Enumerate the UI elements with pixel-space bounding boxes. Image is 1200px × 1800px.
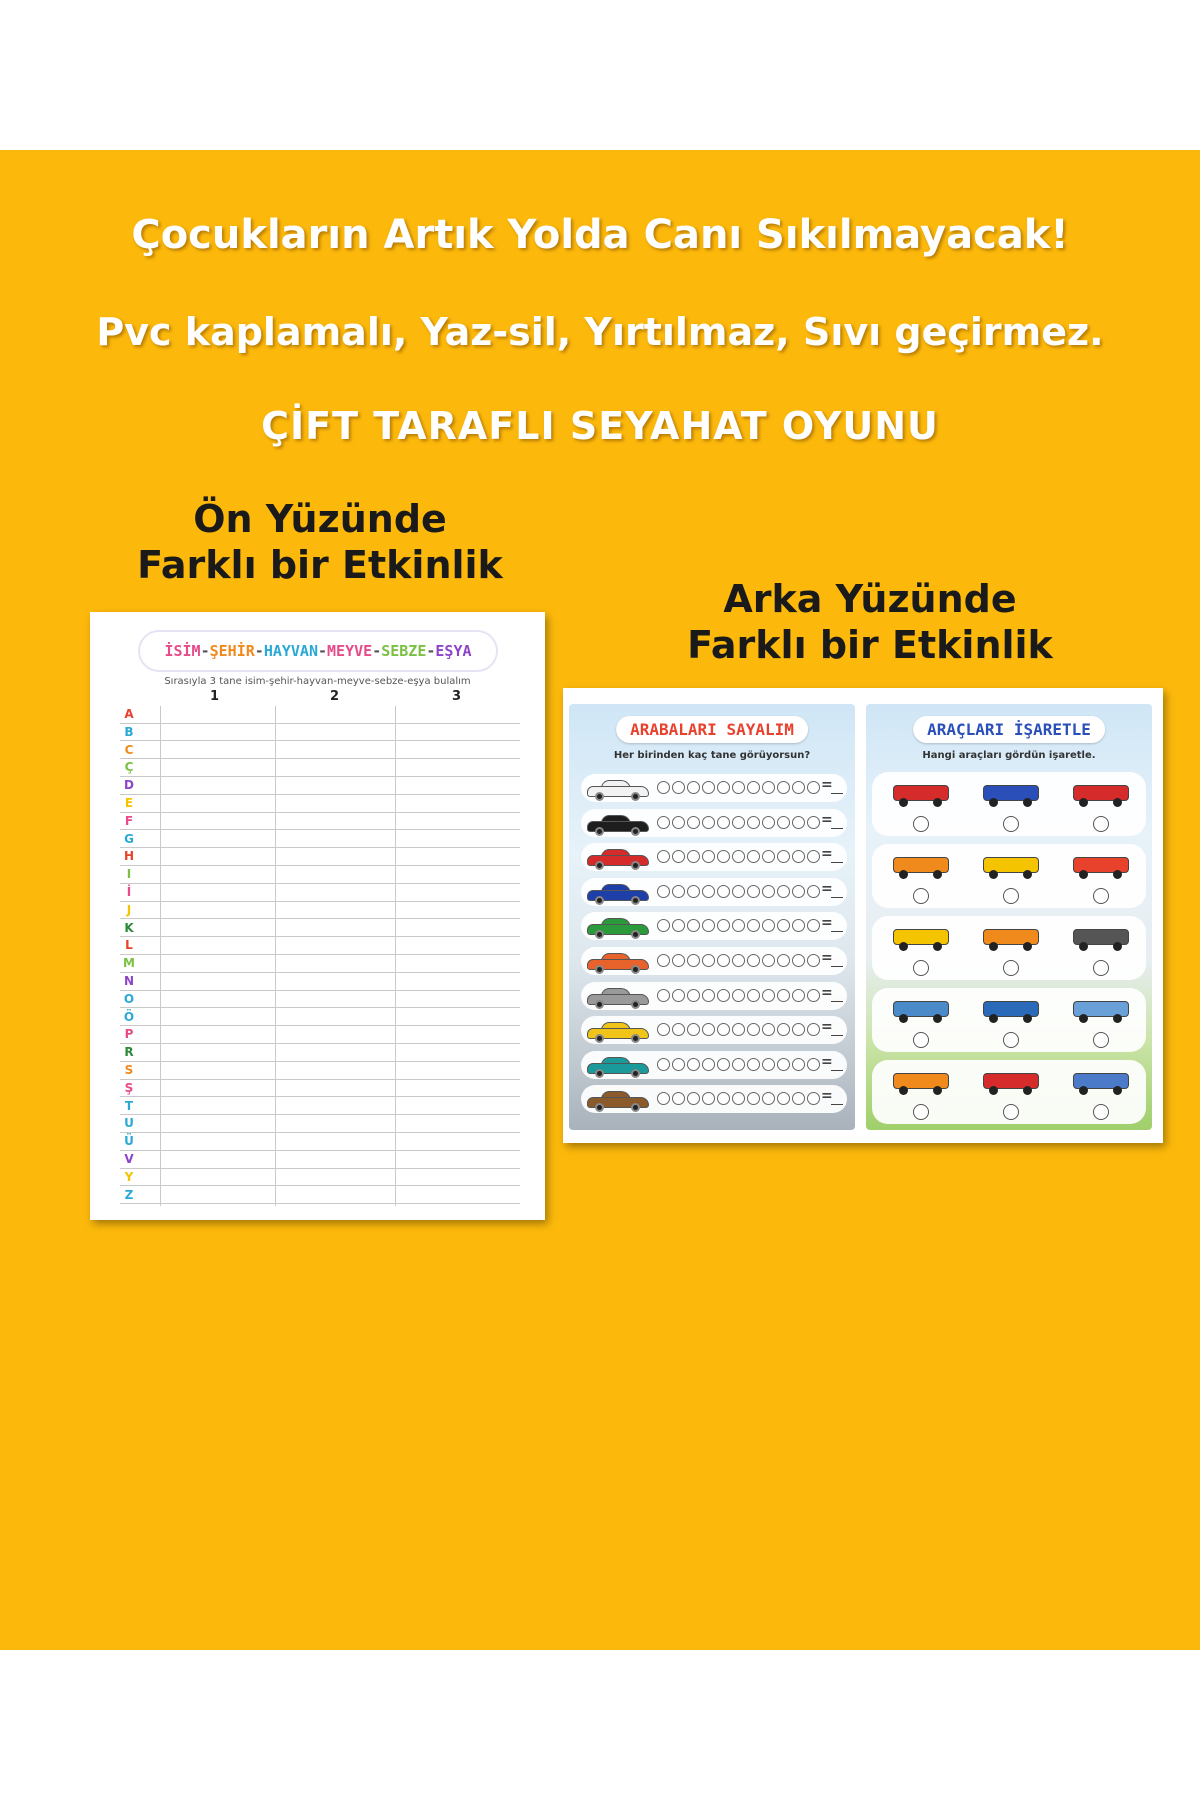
banner-word: -: [372, 642, 382, 660]
count-circle[interactable]: [657, 781, 670, 794]
car-count-row: [581, 843, 847, 871]
banner-word: SEBZE: [381, 642, 427, 660]
row-letter: J: [126, 902, 132, 917]
white-car-icon: [587, 780, 649, 798]
count-circle[interactable]: [732, 885, 745, 898]
count-circle[interactable]: [702, 1092, 715, 1105]
count-circle[interactable]: [717, 1058, 730, 1071]
count-circle[interactable]: [747, 919, 760, 932]
count-circle[interactable]: [702, 919, 715, 932]
count-circle[interactable]: [747, 1058, 760, 1071]
row-letter: Z: [124, 1187, 134, 1202]
grid-row[interactable]: [120, 813, 520, 831]
grid-divider: [275, 706, 276, 1206]
banner-word: EŞYA: [435, 642, 472, 660]
ship-icon: [886, 996, 956, 1026]
row-letter: Ç: [124, 760, 134, 775]
grid-row[interactable]: [120, 831, 520, 849]
answer-blank[interactable]: [831, 1035, 843, 1036]
count-circle[interactable]: [657, 1092, 670, 1105]
headline-boredom: Çocukların Artık Yolda Canı Sıkılmayacak!: [131, 212, 1069, 258]
count-circle[interactable]: [732, 1058, 745, 1071]
count-circle[interactable]: [792, 781, 805, 794]
banner-word: HAYVAN: [263, 642, 318, 660]
count-circle[interactable]: [807, 1092, 820, 1105]
count-circle[interactable]: [762, 1092, 775, 1105]
row-letter: H: [123, 849, 135, 864]
count-circle[interactable]: [702, 816, 715, 829]
grid-row[interactable]: [120, 795, 520, 813]
count-circle[interactable]: [807, 1058, 820, 1071]
grid-row[interactable]: [120, 902, 520, 920]
grid-row[interactable]: [120, 1044, 520, 1062]
count-circle[interactable]: [747, 1023, 760, 1036]
answer-blank[interactable]: [831, 1104, 843, 1105]
banner-word: -: [426, 642, 436, 660]
count-circle[interactable]: [777, 919, 790, 932]
count-circle[interactable]: [777, 885, 790, 898]
row-letter: R: [124, 1045, 134, 1060]
row-letter: E: [124, 796, 134, 810]
row-letter: Ö: [123, 1009, 135, 1024]
count-circle[interactable]: [807, 885, 820, 898]
grid-row[interactable]: [120, 973, 520, 991]
grid-row[interactable]: [120, 866, 520, 884]
count-circle[interactable]: [807, 989, 820, 1002]
answer-blank[interactable]: [831, 897, 843, 898]
count-circle[interactable]: [747, 850, 760, 863]
headline-features: Pvc kaplamalı, Yaz-sil, Yırtılmaz, Sıvı geçirmez.: [96, 310, 1104, 354]
count-circle[interactable]: [687, 919, 700, 932]
front-title-line2: Farklı bir Etkinlik: [137, 543, 503, 587]
count-circle[interactable]: [777, 989, 790, 1002]
count-circle[interactable]: [777, 850, 790, 863]
vehicle-checkbox[interactable]: [913, 960, 929, 976]
count-circle[interactable]: [672, 989, 685, 1002]
answer-blank[interactable]: [831, 1001, 843, 1002]
coach-bus-icon: [1066, 996, 1136, 1026]
count-circle[interactable]: [777, 816, 790, 829]
count-circle[interactable]: [687, 885, 700, 898]
count-circle[interactable]: [792, 1023, 805, 1036]
count-circle[interactable]: [777, 781, 790, 794]
count-cars-subtitle: Her birinden kaç tane görüyorsun?: [613, 750, 811, 761]
count-circle[interactable]: [717, 919, 730, 932]
front-sheet-subtitle: Sırasıyla 3 tane isim-şehir-hayvan-meyve-sebze-eşya bulalım: [164, 676, 471, 687]
answer-blank[interactable]: [831, 828, 843, 829]
equals-sign: =: [821, 846, 833, 863]
count-circle[interactable]: [657, 850, 670, 863]
grid-row[interactable]: [120, 1009, 520, 1027]
count-circle[interactable]: [702, 885, 715, 898]
count-circle[interactable]: [717, 816, 730, 829]
row-letter: G: [124, 831, 134, 846]
equals-sign: =: [821, 1019, 833, 1036]
grid-row[interactable]: [120, 777, 520, 795]
answer-blank[interactable]: [831, 931, 843, 932]
vehicle-checkbox[interactable]: [913, 1032, 929, 1048]
car-count-row: [581, 1016, 847, 1044]
count-circle[interactable]: [657, 885, 670, 898]
grid-row[interactable]: [120, 920, 520, 938]
count-circle[interactable]: [747, 816, 760, 829]
vehicle-checkbox[interactable]: [1003, 888, 1019, 904]
car-count-row: [581, 947, 847, 975]
car-count-row: [581, 774, 847, 802]
grid-row[interactable]: [120, 1151, 520, 1169]
count-circle[interactable]: [777, 954, 790, 967]
banner-word: MEYVE: [327, 642, 373, 660]
count-circle[interactable]: [657, 954, 670, 967]
row-letter: B: [124, 724, 134, 739]
row-letter: C: [124, 742, 134, 757]
count-circle[interactable]: [792, 1058, 805, 1071]
car-count-row: [581, 982, 847, 1010]
car-count-row: [581, 878, 847, 906]
row-letter: M: [123, 956, 135, 971]
banner-word: ŞEHİR: [209, 642, 255, 660]
count-circle[interactable]: [657, 989, 670, 1002]
car-count-row: [581, 912, 847, 940]
count-circle[interactable]: [687, 1092, 700, 1105]
answer-grid: [120, 706, 520, 1206]
grid-row[interactable]: [120, 848, 520, 866]
mark-vehicles-panel: [866, 704, 1152, 1130]
count-circle[interactable]: [687, 1023, 700, 1036]
count-circle[interactable]: [777, 1023, 790, 1036]
count-circle[interactable]: [807, 781, 820, 794]
green-car-icon: [587, 918, 649, 936]
grid-divider: [395, 706, 396, 1206]
train-icon: [1066, 924, 1136, 954]
back-side-title: [640, 576, 1100, 668]
police-car-icon: [976, 780, 1046, 810]
grid-row[interactable]: [120, 724, 520, 742]
red-car-icon: [587, 849, 649, 867]
grid-row[interactable]: [120, 991, 520, 1009]
row-letter: O: [123, 991, 135, 1006]
count-circle[interactable]: [777, 1058, 790, 1071]
count-circle[interactable]: [717, 781, 730, 794]
grid-row[interactable]: [120, 742, 520, 760]
count-circle[interactable]: [717, 1092, 730, 1105]
count-circle[interactable]: [792, 919, 805, 932]
count-circle[interactable]: [672, 816, 685, 829]
vehicle-row: [872, 916, 1146, 980]
count-circle[interactable]: [687, 954, 700, 967]
vehicle-checkbox[interactable]: [1093, 1104, 1109, 1120]
equals-sign: =: [821, 950, 833, 966]
count-circle[interactable]: [687, 850, 700, 863]
count-circle[interactable]: [807, 954, 820, 967]
banner-word: -: [200, 642, 210, 660]
car-count-row: [581, 1085, 847, 1113]
row-letter: Ü: [124, 1134, 134, 1149]
count-circle[interactable]: [717, 954, 730, 967]
count-circle[interactable]: [672, 850, 685, 863]
grid-divider: [160, 706, 161, 1206]
count-circle[interactable]: [762, 850, 775, 863]
answer-blank[interactable]: [831, 793, 843, 794]
row-letter: Y: [124, 1169, 134, 1184]
count-circle[interactable]: [807, 919, 820, 932]
column-header-2: 2: [330, 689, 340, 704]
grid-row[interactable]: [120, 1169, 520, 1187]
count-circle[interactable]: [702, 1023, 715, 1036]
ambulance-icon: [1066, 852, 1136, 882]
count-circle[interactable]: [762, 919, 775, 932]
count-circle[interactable]: [747, 989, 760, 1002]
grid-row[interactable]: [120, 1187, 520, 1205]
banner-word: -: [254, 642, 264, 660]
dump-truck-icon: [976, 924, 1046, 954]
column-header-1: 1: [210, 689, 220, 704]
count-circle[interactable]: [687, 1058, 700, 1071]
count-circle[interactable]: [717, 885, 730, 898]
boat-icon: [976, 996, 1046, 1026]
vehicle-checkbox[interactable]: [913, 816, 929, 832]
count-circle[interactable]: [672, 1092, 685, 1105]
grid-row[interactable]: [120, 1133, 520, 1151]
helicopter-icon: [976, 1068, 1046, 1098]
equals-sign: =: [821, 1088, 833, 1105]
equals-sign: =: [821, 880, 833, 897]
count-circle[interactable]: [792, 1092, 805, 1105]
count-circle[interactable]: [747, 954, 760, 967]
grid-row[interactable]: [120, 706, 520, 724]
count-circle[interactable]: [717, 1023, 730, 1036]
count-circle[interactable]: [657, 1023, 670, 1036]
answer-blank[interactable]: [831, 862, 843, 863]
count-circle[interactable]: [702, 781, 715, 794]
count-cars-title: ARABALARI SAYALIM: [616, 716, 808, 743]
equals-sign: =: [821, 915, 833, 932]
gray-car-icon: [587, 988, 649, 1006]
count-circle[interactable]: [732, 919, 745, 932]
fire-truck-icon: [1066, 780, 1136, 810]
row-letter: S: [124, 1063, 134, 1077]
count-circle[interactable]: [672, 781, 685, 794]
count-cars-panel: [569, 704, 855, 1130]
back-activity-sheet: [563, 688, 1163, 1143]
count-circle[interactable]: [702, 850, 715, 863]
grid-row[interactable]: [120, 884, 520, 902]
vehicle-row: [872, 772, 1146, 836]
blue-car-icon: [587, 884, 649, 902]
row-letter: İ: [126, 885, 132, 899]
front-side-title: [100, 496, 540, 588]
row-letter: F: [124, 813, 134, 828]
vehicle-checkbox[interactable]: [1093, 960, 1109, 976]
row-letter: U: [124, 1116, 134, 1131]
count-circle[interactable]: [657, 816, 670, 829]
back-title-line1: Arka Yüzünde: [723, 577, 1017, 621]
row-letter: T: [124, 1098, 134, 1113]
count-circle[interactable]: [807, 816, 820, 829]
count-circle[interactable]: [657, 1058, 670, 1071]
back-title-line2: Farklı bir Etkinlik: [687, 623, 1053, 667]
count-circle[interactable]: [792, 816, 805, 829]
count-circle[interactable]: [807, 850, 820, 863]
front-sheet-banner: [138, 630, 498, 672]
vehicle-checkbox[interactable]: [913, 1104, 929, 1120]
row-letter: P: [124, 1027, 134, 1042]
vehicle-checkbox[interactable]: [1003, 960, 1019, 976]
row-letter: D: [124, 778, 134, 793]
count-circle[interactable]: [672, 885, 685, 898]
banner-word: İSİM: [164, 642, 201, 660]
count-circle[interactable]: [747, 781, 760, 794]
count-circle[interactable]: [762, 781, 775, 794]
count-circle[interactable]: [672, 919, 685, 932]
count-circle[interactable]: [762, 1058, 775, 1071]
taxi-icon: [976, 852, 1046, 882]
count-circle[interactable]: [747, 885, 760, 898]
count-circle[interactable]: [687, 816, 700, 829]
front-activity-sheet: [90, 612, 545, 1220]
equals-sign: =: [821, 777, 833, 793]
count-circle[interactable]: [702, 989, 715, 1002]
vehicle-row: [872, 844, 1146, 908]
mark-vehicles-title: ARAÇLARI İŞARETLE: [913, 716, 1105, 743]
count-circle[interactable]: [657, 919, 670, 932]
count-circle[interactable]: [732, 850, 745, 863]
row-letter: L: [125, 938, 133, 953]
count-circle[interactable]: [777, 1092, 790, 1105]
headline-double-sided: ÇİFT TARAFLI SEYAHAT OYUNU: [261, 404, 939, 448]
equals-sign: =: [821, 811, 833, 828]
count-circle[interactable]: [762, 885, 775, 898]
front-title-line1: Ön Yüzünde: [193, 497, 447, 541]
count-circle[interactable]: [717, 850, 730, 863]
mark-vehicles-subtitle: Hangi araçları gördün işaretle.: [922, 750, 1096, 761]
count-circle[interactable]: [762, 816, 775, 829]
grid-row[interactable]: [120, 1080, 520, 1098]
row-letter: I: [126, 867, 132, 882]
equals-sign: =: [821, 1053, 833, 1070]
brown-car-icon: [587, 1091, 649, 1109]
count-circle[interactable]: [732, 1023, 745, 1036]
vehicle-checkbox[interactable]: [1093, 888, 1109, 904]
column-header-3: 3: [452, 689, 462, 704]
count-circle[interactable]: [792, 850, 805, 863]
count-circle[interactable]: [732, 781, 745, 794]
grid-row[interactable]: [120, 1062, 520, 1080]
motorcycle-icon: [886, 780, 956, 810]
count-circle[interactable]: [792, 954, 805, 967]
count-circle[interactable]: [732, 954, 745, 967]
grid-row[interactable]: [120, 759, 520, 777]
row-letter: Ş: [124, 1080, 134, 1095]
count-circle[interactable]: [687, 781, 700, 794]
count-circle[interactable]: [792, 885, 805, 898]
grid-row[interactable]: [120, 1098, 520, 1116]
yellow-car-icon: [587, 1022, 649, 1040]
vehicle-checkbox[interactable]: [1003, 1104, 1019, 1120]
row-letter: V: [124, 1152, 134, 1166]
count-circle[interactable]: [762, 1023, 775, 1036]
grid-row[interactable]: [120, 1026, 520, 1044]
equals-sign: =: [821, 984, 833, 1001]
vehicle-checkbox[interactable]: [1093, 816, 1109, 832]
teal-car-icon: [587, 1057, 649, 1075]
airplane-icon: [1066, 1068, 1136, 1098]
answer-blank[interactable]: [831, 966, 843, 967]
count-circle[interactable]: [792, 989, 805, 1002]
row-letter: A: [124, 707, 134, 721]
vehicle-row: [872, 988, 1146, 1052]
count-circle[interactable]: [717, 989, 730, 1002]
tractor-icon: [886, 924, 956, 954]
count-circle[interactable]: [702, 954, 715, 967]
count-circle[interactable]: [672, 954, 685, 967]
row-letter: K: [124, 920, 134, 935]
count-circle[interactable]: [747, 1092, 760, 1105]
orange-car-icon: [587, 953, 649, 971]
vehicle-checkbox[interactable]: [913, 888, 929, 904]
bus-icon: [886, 852, 956, 882]
vehicle-checkbox[interactable]: [1093, 1032, 1109, 1048]
banner-word: -: [318, 642, 328, 660]
count-circle[interactable]: [732, 816, 745, 829]
count-circle[interactable]: [687, 989, 700, 1002]
count-circle[interactable]: [732, 1092, 745, 1105]
black-car-icon: [587, 815, 649, 833]
count-circle[interactable]: [807, 1023, 820, 1036]
vehicle-row: [872, 1060, 1146, 1124]
grid-row[interactable]: [120, 937, 520, 955]
grid-row[interactable]: [120, 955, 520, 973]
row-letter: N: [123, 974, 135, 988]
count-circle[interactable]: [672, 1023, 685, 1036]
car-count-row: [581, 809, 847, 837]
count-circle[interactable]: [672, 1058, 685, 1071]
grid-row[interactable]: [120, 1115, 520, 1133]
count-circle[interactable]: [762, 989, 775, 1002]
count-circle[interactable]: [702, 1058, 715, 1071]
count-circle[interactable]: [762, 954, 775, 967]
vehicle-checkbox[interactable]: [1003, 1032, 1019, 1048]
cement-mixer-icon: [886, 1068, 956, 1098]
car-count-row: [581, 1051, 847, 1079]
answer-blank[interactable]: [831, 1070, 843, 1071]
count-circle[interactable]: [732, 989, 745, 1002]
vehicle-checkbox[interactable]: [1003, 816, 1019, 832]
